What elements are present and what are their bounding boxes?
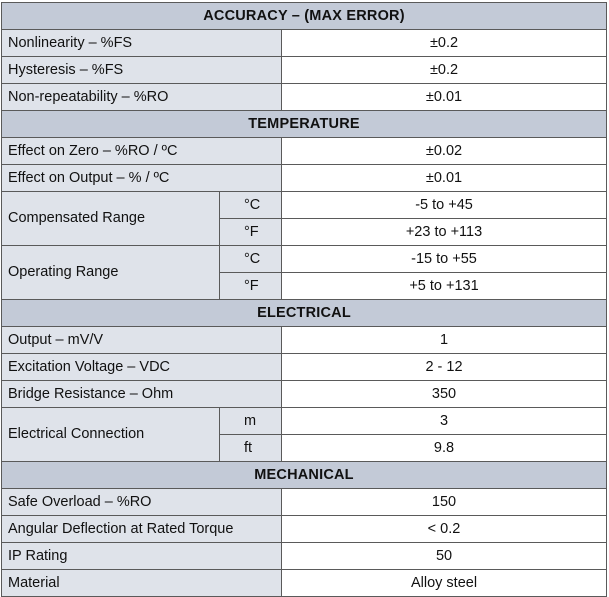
spec-value: Alloy steel — [282, 570, 607, 597]
specifications-table — [1, 2, 607, 597]
spec-label: Bridge Resistance – Ohm — [2, 381, 282, 408]
spec-value: ±0.01 — [282, 165, 607, 192]
spec-label: Safe Overload – %RO — [2, 489, 282, 516]
spec-value: 150 — [282, 489, 607, 516]
spec-row — [2, 57, 607, 84]
spec-row — [2, 354, 607, 381]
operating-range-label: Operating Range — [2, 246, 220, 300]
unit-fahrenheit: °F — [220, 273, 282, 300]
cable-length-meters-value: 3 — [282, 408, 607, 435]
spec-value: 350 — [282, 381, 607, 408]
spec-label: Nonlinearity – %FS — [2, 30, 282, 57]
spec-row — [2, 30, 607, 57]
section-title-electrical: ELECTRICAL — [2, 300, 607, 327]
spec-label: Excitation Voltage – VDC — [2, 354, 282, 381]
section-header-row — [2, 300, 607, 327]
spec-row — [2, 246, 607, 273]
spec-row — [2, 165, 607, 192]
section-title-mechanical: MECHANICAL — [2, 462, 607, 489]
spec-label: Effect on Zero – %RO / ºC — [2, 138, 282, 165]
spec-value: ±0.02 — [282, 138, 607, 165]
spec-label: Non-repeatability – %RO — [2, 84, 282, 111]
electrical-connection-label: Electrical Connection — [2, 408, 220, 462]
spec-value: 2 - 12 — [282, 354, 607, 381]
spec-row — [2, 408, 607, 435]
spec-value: ±0.2 — [282, 30, 607, 57]
spec-label: Material — [2, 570, 282, 597]
spec-row — [2, 516, 607, 543]
spec-row — [2, 570, 607, 597]
unit-celsius: °C — [220, 192, 282, 219]
unit-feet: ft — [220, 435, 282, 462]
spec-label: Output – mV/V — [2, 327, 282, 354]
spec-row — [2, 381, 607, 408]
unit-celsius: °C — [220, 246, 282, 273]
section-header-row — [2, 3, 607, 30]
section-header-row — [2, 111, 607, 138]
spec-label: Angular Deflection at Rated Torque — [2, 516, 282, 543]
compensated-range-fahrenheit-value: +23 to +113 — [282, 219, 607, 246]
spec-label: Hysteresis – %FS — [2, 57, 282, 84]
spec-value: 50 — [282, 543, 607, 570]
spec-label: Effect on Output – % / ºC — [2, 165, 282, 192]
spec-row — [2, 543, 607, 570]
section-title-temperature: TEMPERATURE — [2, 111, 607, 138]
spec-value: 1 — [282, 327, 607, 354]
operating-range-celsius-value: -15 to +55 — [282, 246, 607, 273]
spec-row — [2, 192, 607, 219]
operating-range-fahrenheit-value: +5 to +131 — [282, 273, 607, 300]
spec-value: < 0.2 — [282, 516, 607, 543]
spec-value: ±0.01 — [282, 84, 607, 111]
cable-length-feet-value: 9.8 — [282, 435, 607, 462]
unit-meters: m — [220, 408, 282, 435]
compensated-range-celsius-value: -5 to +45 — [282, 192, 607, 219]
spec-row — [2, 84, 607, 111]
spec-value: ±0.2 — [282, 57, 607, 84]
section-title-accuracy: ACCURACY – (MAX ERROR) — [2, 3, 607, 30]
spec-row — [2, 489, 607, 516]
section-header-row — [2, 462, 607, 489]
unit-fahrenheit: °F — [220, 219, 282, 246]
spec-label: IP Rating — [2, 543, 282, 570]
spec-row — [2, 327, 607, 354]
spec-row — [2, 138, 607, 165]
compensated-range-label: Compensated Range — [2, 192, 220, 246]
